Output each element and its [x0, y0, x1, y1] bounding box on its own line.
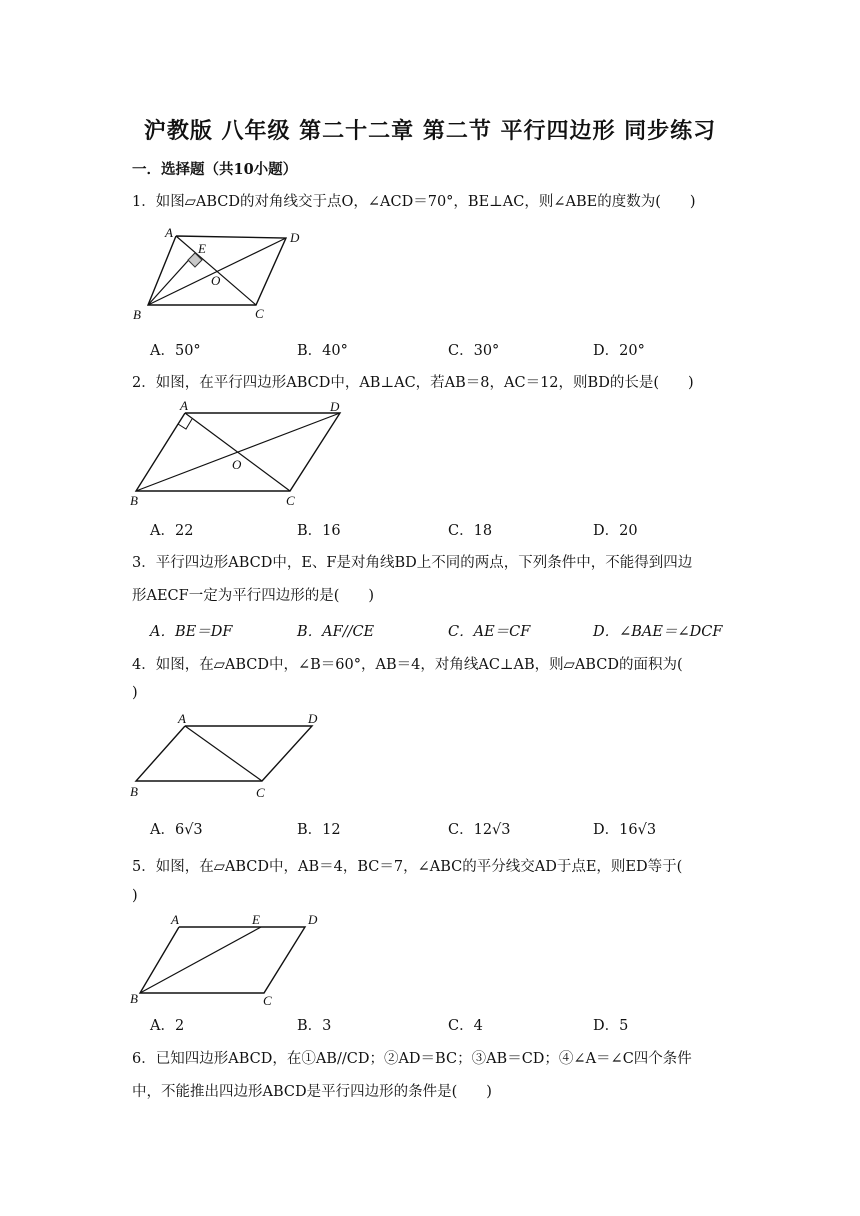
q5-option-b: B．3 — [297, 1018, 332, 1034]
q3-option-a: A．BE＝DF — [150, 624, 233, 640]
question-4-figure — [128, 710, 338, 800]
label-a: A — [178, 711, 186, 726]
question-2-figure — [128, 398, 358, 510]
q3-option-d: D．∠BAE＝∠DCF — [593, 624, 723, 640]
q2-option-b: B．16 — [297, 523, 341, 539]
label-a: A — [165, 225, 173, 240]
bisector-be — [140, 927, 261, 993]
label-o: O — [211, 273, 221, 288]
label-b: B — [130, 493, 138, 508]
label-b: B — [130, 784, 138, 799]
page-title: 沪教版 八年级 第二十二章 第二节 平行四边形 同步练习 — [143, 118, 717, 144]
question-5-text-line1: 5．如图，在▱ABCD中，AB＝4，BC＝7，∠ABC的平分线交AD于点E，则ED等于( — [132, 859, 683, 875]
q1-option-b: B．40° — [297, 343, 348, 359]
label-a: A — [171, 912, 179, 927]
diagonal-ac — [185, 726, 262, 781]
question-4-text-line1: 4．如图，在▱ABCD中，∠B＝60°，AB＝4，对角线AC⊥AB，则▱ABCD的面积为( — [132, 657, 683, 673]
segment-be — [148, 253, 195, 305]
label-b: B — [130, 991, 138, 1006]
q2-option-d: D．20 — [593, 523, 638, 539]
q4-option-a: A．6√3 — [150, 822, 203, 838]
q5-option-c: C．4 — [448, 1018, 483, 1034]
q2-option-a: A．22 — [150, 523, 194, 539]
label-d: D — [308, 912, 318, 927]
label-c: C — [255, 306, 264, 321]
question-6-text-line1: 6．已知四边形ABCD，在①AB//CD；②AD＝BC；③AB＝CD；④∠A＝∠C四个条件 — [132, 1051, 692, 1067]
q4-option-d: D．16√3 — [593, 822, 657, 838]
label-c: C — [256, 785, 265, 800]
parallelogram-outline — [140, 927, 305, 993]
question-2-text: 2．如图，在平行四边形ABCD中，AB⊥AC，若AB＝8，AC＝12，则BD的长是( ) — [132, 375, 694, 391]
q4-option-b: B．12 — [297, 822, 341, 838]
q3-option-c: C．AE＝CF — [448, 624, 531, 640]
label-o: O — [232, 457, 242, 472]
diagonal-bd — [136, 413, 340, 491]
diagonal-ac — [176, 236, 256, 305]
label-d: D — [330, 399, 340, 414]
question-3-text-line2: 形AECF一定为平行四边形的是( ) — [132, 588, 375, 604]
q3-option-b: B．AF//CE — [297, 624, 375, 640]
q2-option-c: C．18 — [448, 523, 493, 539]
diagonal-bd — [148, 238, 286, 305]
q4-option-c: C．12√3 — [448, 822, 511, 838]
question-4-text-line2: ) — [132, 685, 138, 701]
label-c: C — [263, 993, 272, 1008]
q5-option-a: A．2 — [150, 1018, 185, 1034]
label-e: E — [198, 241, 206, 256]
q5-option-d: D．5 — [593, 1018, 629, 1034]
label-b: B — [133, 307, 141, 322]
label-d: D — [308, 711, 318, 726]
label-a: A — [180, 398, 188, 413]
question-1-figure — [128, 222, 328, 332]
label-d: D — [290, 230, 300, 245]
label-c: C — [286, 493, 295, 508]
q1-option-d: D．20° — [593, 343, 645, 359]
q1-option-c: C．30° — [448, 343, 500, 359]
q1-option-a: A．50° — [150, 343, 201, 359]
section-heading: 一．选择题（共10小题） — [132, 161, 298, 178]
question-3-text-line1: 3．平行四边形ABCD中，E、F是对角线BD上不同的两点，下列条件中，不能得到四边 — [132, 555, 693, 571]
question-5-text-line2: ) — [132, 888, 138, 904]
question-1-text: 1．如图▱ABCD的对角线交于点O，∠ACD＝70°，BE⊥AC，则∠ABE的度数为( ) — [132, 194, 696, 210]
question-6-text-line2: 中，不能推出四边形ABCD是平行四边形的条件是( ) — [132, 1084, 492, 1100]
label-e: E — [252, 912, 260, 927]
question-5-figure — [128, 908, 338, 1008]
